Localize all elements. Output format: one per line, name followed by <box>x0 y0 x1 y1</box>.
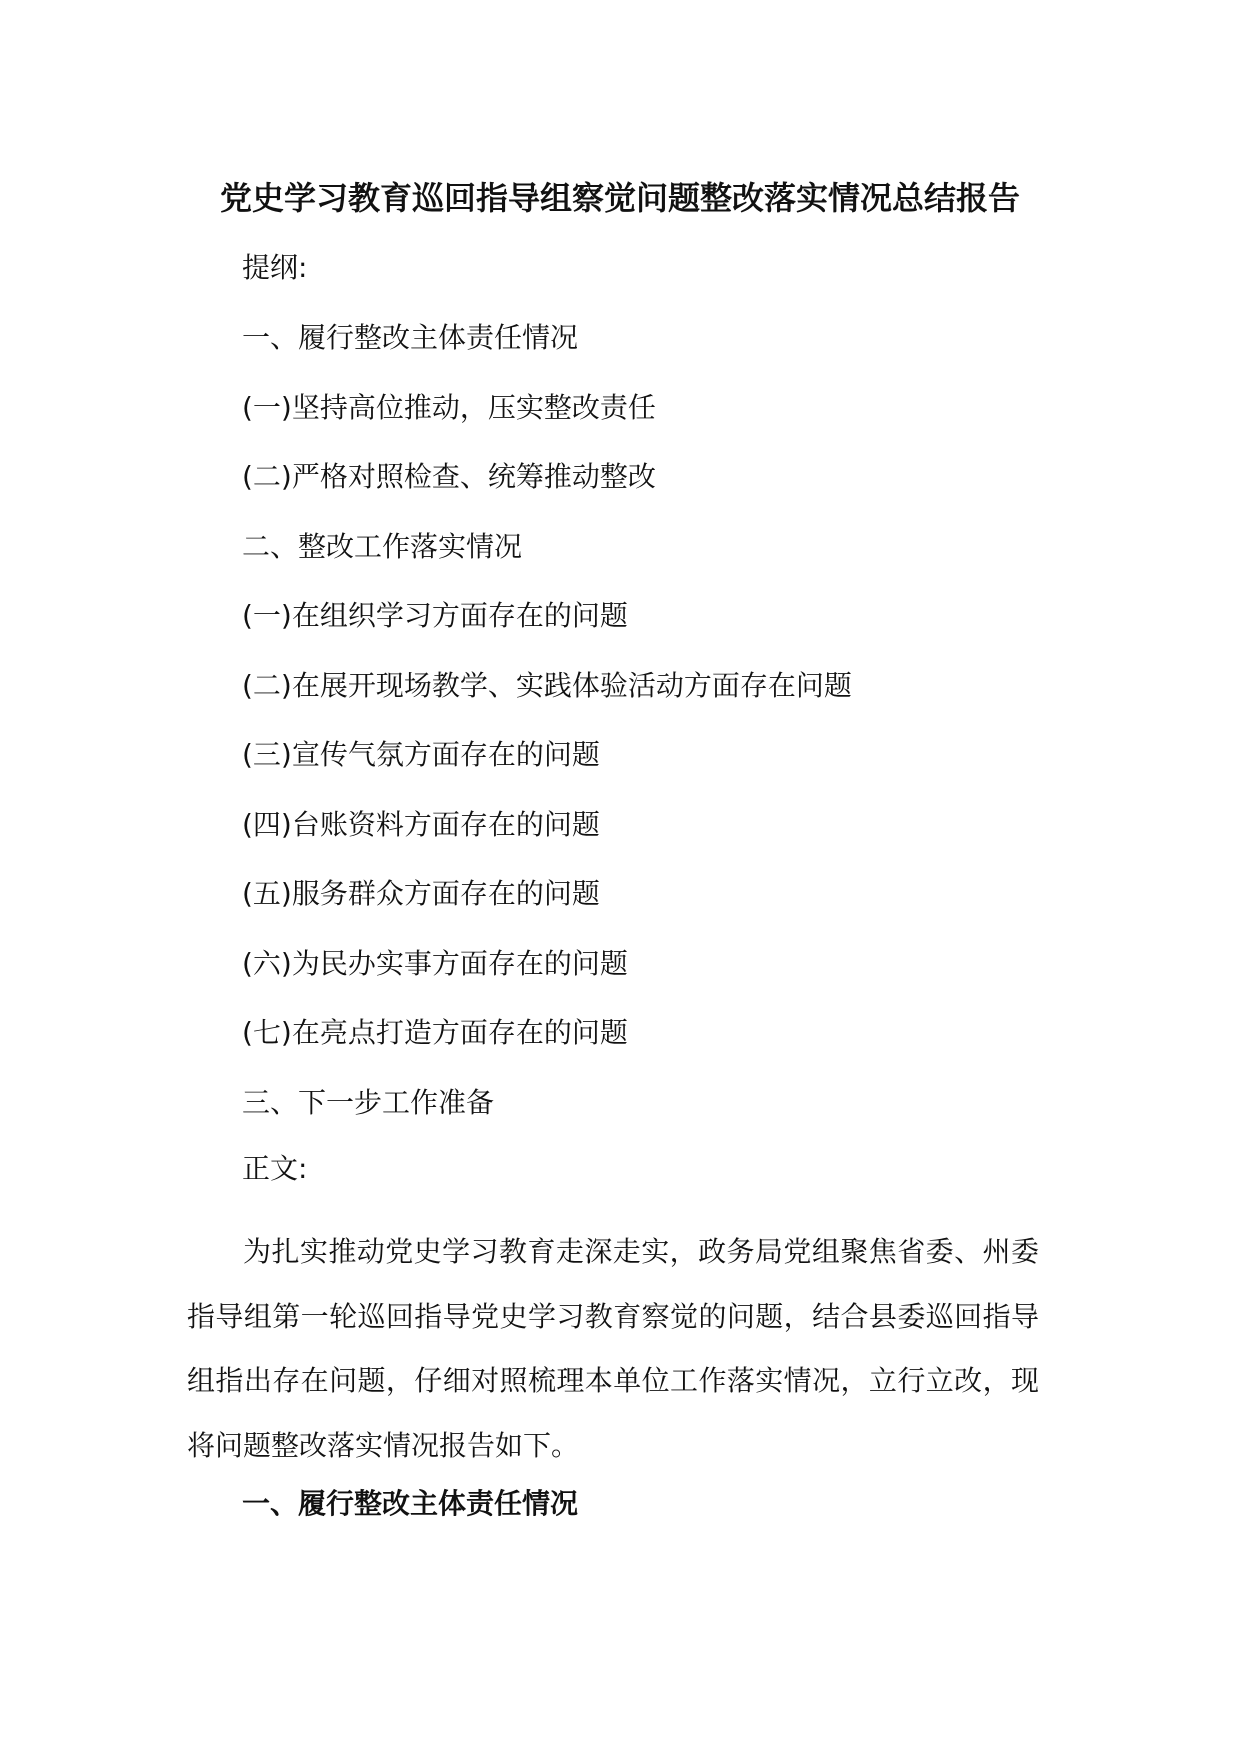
outline-item: (一)在组织学习方面存在的问题 <box>242 599 628 632</box>
outline-item: (五)服务群众方面存在的问题 <box>242 877 600 910</box>
outline-item: 一、履行整改主体责任情况 <box>242 321 579 354</box>
outline-item: (一)坚持高位推动，压实整改责任 <box>242 390 656 424</box>
body-label: 正文: <box>242 1152 308 1185</box>
outline-item: (四)台账资料方面存在的问题 <box>242 807 600 841</box>
outline-item: (二)严格对照检查、统筹推动整改 <box>242 460 656 493</box>
outline-item: (七)在亮点打造方面存在的问题 <box>242 1016 628 1049</box>
outline-item: (三)宣传气氛方面存在的问题 <box>242 738 600 771</box>
outline-item: (六)为民办实事方面存在的问题 <box>242 946 628 980</box>
outline-label: 提纲: <box>242 251 308 284</box>
section-heading: 一、履行整改主体责任情况 <box>242 1487 579 1520</box>
document-title: 党史学习教育巡回指导组察觉问题整改落实情况总结报告 <box>219 179 1020 217</box>
outline-item: (二)在展开现场教学、实践体验活动方面存在问题 <box>242 668 852 702</box>
outline-item: 三、下一步工作准备 <box>242 1085 495 1119</box>
outline-list <box>242 318 852 1152</box>
body-paragraph: 为扎实推动党史学习教育走深走实，政务局党组聚焦省委、州委指导组第一轮巡回指导党史学习教育察觉的问题，结合县委巡回指导组指出存在问题，仔细对照梳理本单位工作落实情况，立行立改，现将问题整改落实情况报告如下。 <box>187 1235 1039 1462</box>
outline-item: 二、整改工作落实情况 <box>242 529 523 563</box>
